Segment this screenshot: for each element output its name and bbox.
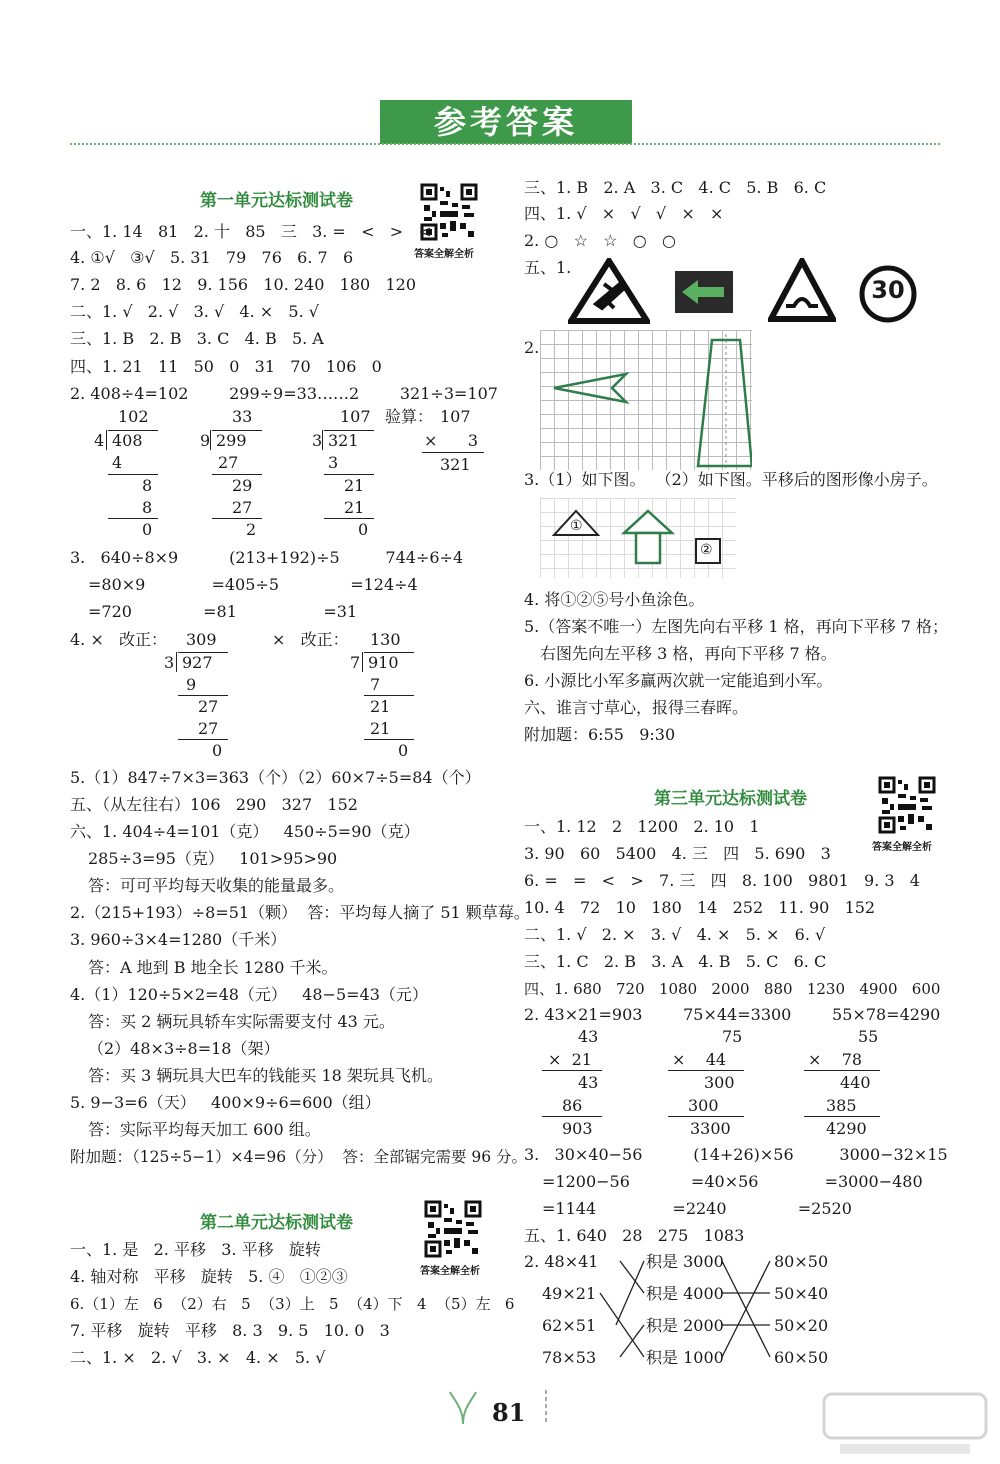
grid-shapes	[540, 330, 752, 470]
qr-code-icon	[878, 776, 936, 834]
answer-line: 3. 90 60 5400 4. 三 四 5. 690 3	[524, 844, 831, 863]
qr-code-icon	[424, 1200, 482, 1258]
answer-line: （2）48×3÷8=18（架）	[88, 1039, 280, 1058]
answer-line: 答：可可平均每天收集的能量最多。	[88, 876, 345, 895]
answer-line: 2. ○ ☆ ☆ ○ ○	[524, 231, 676, 250]
match-left: 62×51	[542, 1316, 597, 1335]
answer-line: 4. 轴对称 平移 旋转 5. ④ ①②③	[70, 1267, 348, 1286]
house-figure	[550, 505, 730, 575]
answer-line: 四、1. 21 11 50 0 31 70 106 0	[70, 357, 382, 376]
answer-line: 4. ①√ ③√ 5. 31 79 76 6. 7 6	[70, 248, 354, 267]
match-middle: 积是 2000	[646, 1316, 724, 1335]
answer-line: 四、1. 680 720 1080 2000 880 1230 4900 600	[524, 980, 941, 998]
calc-line: =80×9 =405÷5 =124÷4	[88, 575, 418, 594]
question-label: 2.	[524, 338, 540, 357]
unit2-title: 第二单元达标测试卷	[200, 1213, 353, 1233]
answer-line: 2.（215+193）÷8=51（颗） 答：平均每人摘了 51 颗草莓。	[70, 903, 530, 922]
match-left: 78×53	[542, 1348, 597, 1367]
match-right: 80×50	[774, 1252, 829, 1271]
answer-line: 285÷3=95（克） 101>95>90	[88, 849, 338, 868]
answer-line: 二、1. √ 2. √ 3. √ 4. × 5. √	[70, 302, 319, 321]
answer-line: 答：实际平均每天加工 600 组。	[88, 1120, 321, 1139]
answer-line: 答：买 3 辆玩具大巴车的钱能买 18 架玩具飞机。	[88, 1066, 443, 1085]
divider-decoration-icon	[536, 1386, 556, 1426]
answer-line: 4.（1）120÷5×2=48（元） 48−5=43（元）	[70, 985, 428, 1004]
shape-label: ①	[570, 518, 583, 534]
speed-limit-value: 30	[871, 276, 905, 304]
answer-line: 4. × 改正：	[70, 630, 168, 649]
answer-line: 6.（1）左 6 （2）右 5 （3）上 5 （4）下 4 （5）左 6	[70, 1295, 515, 1313]
answer-line: 2. 408÷4=102 299÷9=33……2 321÷3=107	[70, 384, 498, 403]
answer-line: 四、1. √ × √ √ × ×	[524, 204, 724, 223]
calc-line: =1200−56 =40×56 =3000−480	[542, 1172, 923, 1191]
answer-line: 答：A 地到 B 地全长 1280 千米。	[88, 958, 338, 977]
answer-line: 五、1. 640 28 275 1083	[524, 1226, 745, 1245]
bump-warning-sign-icon	[768, 258, 836, 322]
bonus-answer: 附加题：（125÷5−1）×4=96（分） 答：全部锯完需要 96 分。	[70, 1148, 528, 1166]
page-title: 参考答案	[380, 100, 632, 144]
match-middle: 积是 1000	[646, 1348, 724, 1367]
answer-line: 五、1.	[524, 258, 572, 277]
match-middle: 积是 3000	[646, 1252, 724, 1271]
answer-line: 右图先向左平移 3 格，再向下平移 7 格。	[540, 644, 837, 663]
answer-line: × 改正：	[272, 630, 349, 649]
answer-line: 一、1. 是 2. 平移 3. 平移 旋转	[70, 1240, 321, 1259]
answer-line: 二、1. × 2. √ 3. × 4. × 5. √	[70, 1348, 326, 1367]
answer-line: 六、1. 404÷4=101（克） 450÷5=90（克）	[70, 822, 420, 841]
answer-line: 一、1. 12 2 1200 2. 10 1	[524, 817, 760, 836]
watermark-logo	[820, 1390, 990, 1460]
answer-line: 二、1. √ 2. × 3. √ 4. × 5. × 6. √	[524, 925, 826, 944]
match-right: 50×20	[774, 1316, 829, 1335]
answer-line: 7. 平移 旋转 平移 8. 3 9. 5 10. 0 3	[70, 1321, 390, 1340]
unit3-title: 第三单元达标测试卷	[654, 789, 807, 809]
bonus-answer: 附加题：6:55 9:30	[524, 725, 676, 744]
qr-caption: 答案全解全析	[414, 249, 474, 260]
answer-line: 六、谁言寸草心，报得三春晖。	[524, 698, 749, 717]
header-divider	[70, 143, 940, 145]
match-right: 50×40	[774, 1284, 829, 1303]
calc-line: =720 =81 =31	[88, 602, 358, 621]
page-number: 81	[492, 1398, 526, 1427]
calc-line: 3. 640÷8×9 (213+192)÷5 744÷6÷4	[70, 548, 464, 567]
answer-line: 一、1. 14 81 2. 十 85 三 3. = < > <	[70, 222, 432, 241]
answer-line: 3. 960÷3×4=1280（千米）	[70, 930, 287, 949]
calc-line: 3. 30×40−56 (14+26)×56 3000−32×15	[524, 1145, 948, 1164]
answer-line: 5.（答案不唯一）左图先向右平移 1 格，再向下平移 7 格；	[524, 617, 948, 636]
answer-line: 五、（从左往右）106 290 327 152	[70, 795, 358, 814]
answer-line: 2. 43×21=903 75×44=3300 55×78=4290	[524, 1005, 941, 1024]
leaf-decoration-icon	[448, 1386, 478, 1426]
match-right: 60×50	[774, 1348, 829, 1367]
answer-line: 6. = = < > 7. 三 四 8. 100 9801 9. 3 4	[524, 871, 920, 890]
answer-line: 三、1. B 2. A 3. C 4. C 5. B 6. C	[524, 178, 827, 197]
matching-lines	[590, 1250, 780, 1370]
answer-line: 7. 2 8. 6 12 9. 156 10. 240 180 120	[70, 275, 417, 294]
answer-line: 5.（1）847÷7×3=363（个）（2）60×7÷5=84（个）	[70, 768, 481, 787]
answer-line: 三、1. C 2. B 3. A 4. B 5. C 6. C	[524, 952, 827, 971]
answer-line: 3.（1）如下图。 （2）如下图。平移后的图形像小房子。	[524, 470, 938, 489]
answer-line: 10. 4 72 10 180 14 252 11. 90 152	[524, 898, 876, 917]
match-middle: 积是 4000	[646, 1284, 724, 1303]
shape-label: ②	[700, 542, 713, 558]
answer-line: 4. 将①②⑤号小鱼涂色。	[524, 590, 705, 609]
match-left: 49×21	[542, 1284, 597, 1303]
qr-caption: 答案全解全析	[872, 842, 932, 853]
qr-caption: 答案全解全析	[420, 1266, 480, 1277]
answer-line: 三、1. B 2. B 3. C 4. B 5. A	[70, 329, 324, 348]
calc-line: =1144 =2240 =2520	[542, 1199, 852, 1218]
answer-line: 5. 9−3=6（天） 400×9÷6=600（组）	[70, 1093, 381, 1112]
unit1-title: 第一单元达标测试卷	[200, 191, 353, 211]
airport-warning-sign-icon	[568, 258, 650, 324]
answer-line: 6. 小源比小军多赢两次就一定能追到小军。	[524, 671, 833, 690]
match-left: 2. 48×41	[524, 1252, 599, 1271]
answer-line: 答：买 2 辆玩具轿车实际需要支付 43 元。	[88, 1012, 395, 1031]
left-arrow-sign-icon	[674, 270, 734, 314]
